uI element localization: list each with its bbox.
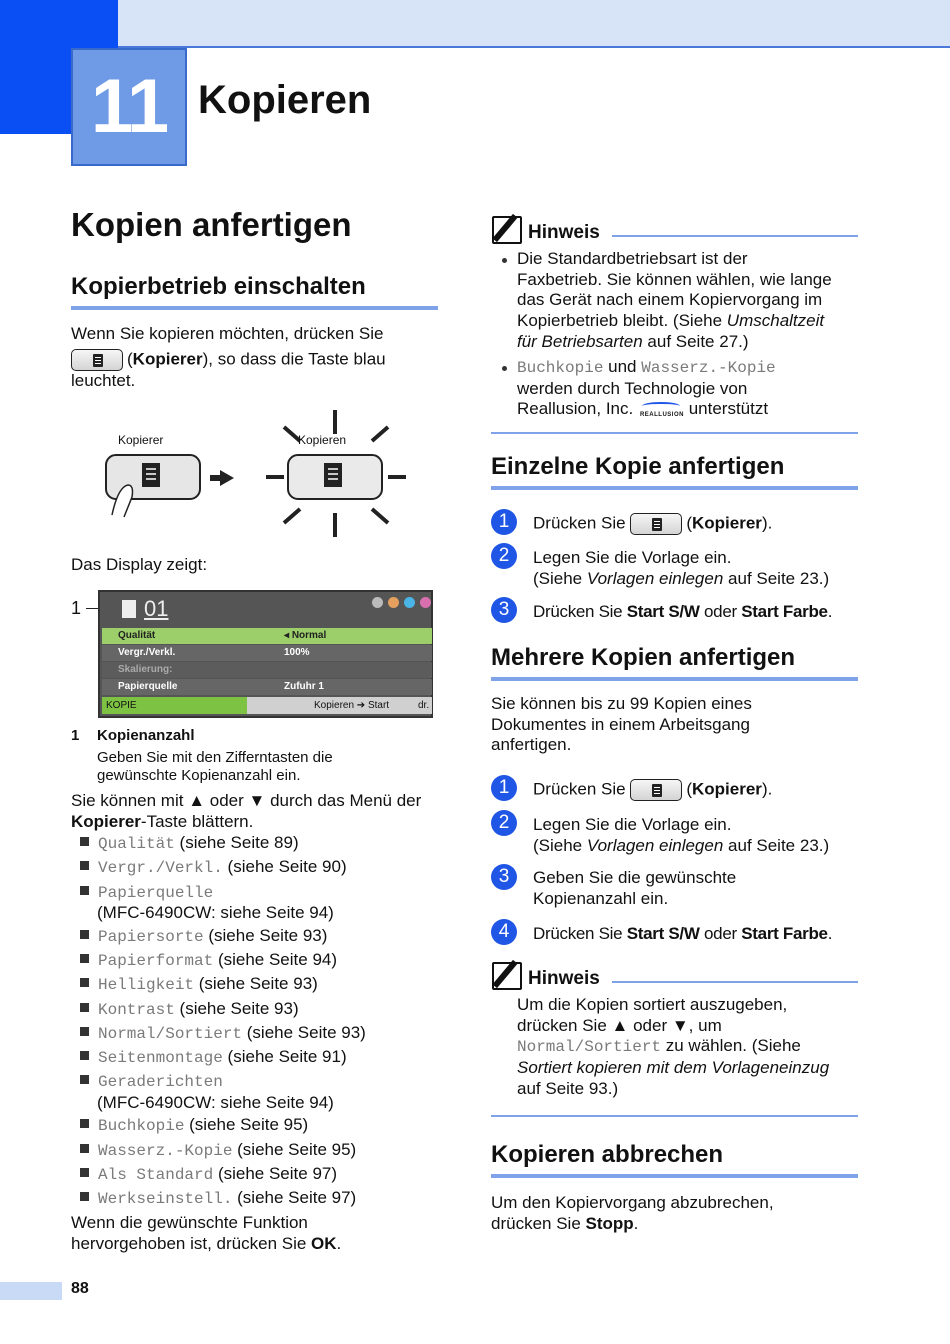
menu-option-item: Vergr./Verkl. (siehe Seite 90): [80, 857, 347, 879]
square-bullet-icon: [80, 954, 89, 963]
lcd-indicator-dot: [420, 597, 431, 608]
lcd-row: Vergr./Verkl. 100%: [102, 645, 432, 661]
lcd-row: Skalierung:: [102, 662, 432, 678]
lcd-document-icon: [122, 600, 136, 618]
legend-text-1: Geben Sie mit den Zifferntasten die: [97, 749, 333, 766]
chapter-number: 11: [71, 48, 187, 166]
menu-option-item: Wasserz.-Kopie (siehe Seite 95): [80, 1140, 356, 1162]
section-title-abbrechen: Kopieren abbrechen: [491, 1141, 724, 1168]
kopierer-button-illustration: [98, 405, 428, 545]
note1-bullet-1: Die Standardbetriebsart ist der Faxbetrieb. Sie können wählen, wie lange das Gerät nach einem Kopiervorgang im Kopierbetrieb bleibt. (Siehe Umschaltzeit für Betriebsarten auf Seite 27.): [517, 249, 832, 351]
square-bullet-icon: [80, 1168, 89, 1177]
step-text: Drücken Sie (Kopierer).: [533, 779, 772, 801]
lcd-status-bar: [102, 697, 432, 714]
header-band: [118, 0, 950, 48]
bullet-dot: [502, 366, 507, 371]
step-text: Drücken Sie (Kopierer).: [533, 513, 772, 535]
step-number: 2: [491, 810, 517, 836]
section-rule: [71, 306, 438, 310]
square-bullet-icon: [80, 1144, 89, 1153]
intro-paragraph: Wenn Sie kopieren möchten, drücken Sie (Kopierer), so dass die Taste blau leuchtet.: [71, 324, 441, 391]
square-bullet-icon: [80, 1027, 89, 1036]
square-bullet-icon: [80, 978, 89, 987]
lcd-display: [98, 590, 433, 718]
bullet-dot: [502, 258, 507, 263]
menu-option-item: Helligkeit (siehe Seite 93): [80, 974, 318, 996]
lcd-row: Papierquelle Zufuhr 1: [102, 679, 432, 695]
note-title: Hinweis: [528, 968, 600, 989]
lcd-row-selected: Qualität ◂ Normal: [102, 628, 432, 644]
kopierer-key-icon: [630, 779, 682, 801]
step-text: Legen Sie die Vorlage ein. (Siehe Vorlagen einlegen auf Seite 23.): [533, 548, 830, 588]
intro-line-3: leuchtet.: [71, 370, 136, 390]
lcd-hint: Kopieren ➔ Start: [314, 700, 390, 711]
section-title-einschalten: Kopierbetrieb einschalten: [71, 273, 366, 300]
arrow-down-icon: ▼: [248, 791, 266, 810]
step-number: 1: [491, 775, 517, 801]
menu-option-item: Buchkopie (siehe Seite 95): [80, 1115, 308, 1137]
intro-line-1: Wenn Sie kopieren möchten, drücken Sie: [71, 324, 384, 343]
illus-label-left: Kopierer: [118, 433, 164, 447]
step-number: 2: [491, 543, 517, 569]
scroll-paragraph: Sie können mit ▲ oder ▼ durch das Menü der Kopierer-Taste blättern.: [71, 791, 422, 831]
menu-option-item: Normal/Sortiert (siehe Seite 93): [80, 1023, 366, 1045]
step-text: Legen Sie die Vorlage ein. (Siehe Vorlagen einlegen auf Seite 23.): [533, 815, 830, 855]
menu-option-item: Papierquelle (MFC-6490CW: siehe Seite 94): [80, 882, 334, 924]
menu-option-item: Als Standard (siehe Seite 97): [80, 1164, 337, 1186]
note-title: Hinweis: [528, 222, 600, 243]
arrow-up-icon: ▲: [188, 791, 206, 810]
s2-intro: Sie können bis zu 99 Kopien eines Dokumentes in einem Arbeitsgang anfertigen.: [491, 694, 752, 755]
square-bullet-icon: [80, 861, 89, 870]
step-text: Drücken Sie Start S/W oder Start Farbe.: [533, 924, 833, 943]
menu-option-item: Qualität (siehe Seite 89): [80, 833, 299, 855]
page-heading: Kopien anfertigen: [71, 206, 352, 243]
step-number: 3: [491, 597, 517, 623]
legend-title: Kopienanzahl: [97, 727, 195, 744]
square-bullet-icon: [80, 1051, 89, 1060]
menu-option-item: Werkseinstell. (siehe Seite 97): [80, 1188, 356, 1210]
s3-text: Um den Kopiervorgang abzubrechen, drücken Sie Stopp.: [491, 1193, 774, 1233]
footer-band: [0, 1282, 62, 1300]
section-title-mehrere: Mehrere Kopien anfertigen: [491, 644, 796, 671]
square-bullet-icon: [80, 930, 89, 939]
page-number: 88: [71, 1280, 89, 1297]
menu-option-item: Papierformat (siehe Seite 94): [80, 950, 337, 972]
note-rule: [612, 235, 858, 237]
step-text: Geben Sie die gewünschte Kopienanzahl ein.: [533, 868, 737, 908]
callout-number: 1: [71, 598, 82, 618]
lcd-mode: KOPIE: [102, 697, 247, 714]
square-bullet-icon: [80, 1119, 89, 1128]
legend-number: 1: [71, 727, 80, 744]
note-icon: [492, 216, 522, 244]
lcd-indicator-dot: [372, 597, 383, 608]
square-bullet-icon: [80, 837, 89, 846]
arrow-up-icon: ▲: [611, 1015, 629, 1035]
illus-label-right: Kopieren: [298, 433, 347, 447]
section-title-einzelne: Einzelne Kopie anfertigen: [491, 453, 785, 480]
note-end-rule: [491, 432, 858, 434]
step-number: 1: [491, 509, 517, 535]
intro-key-name: Kopierer: [132, 349, 203, 369]
square-bullet-icon: [80, 1003, 89, 1012]
note2-text: Um die Kopien sortiert auszugeben, drücken Sie ▲ oder ▼, um Normal/Sortiert zu wählen. (Siehe Sortiert kopieren mit dem Vorlageneinzug auf Seite 93.): [517, 995, 830, 1098]
square-bullet-icon: [80, 886, 89, 895]
step-number: 3: [491, 864, 517, 890]
note-end-rule: [491, 1115, 858, 1117]
menu-option-item: Kontrast (siehe Seite 93): [80, 999, 299, 1021]
button-light-diagram: [98, 405, 428, 545]
step-number: 4: [491, 919, 517, 945]
menu-option-item: Papiersorte (siehe Seite 93): [80, 926, 327, 948]
kopierer-key-icon: [71, 349, 123, 371]
note1-bullet-2: Buchkopie und Wasserz.-Kopie werden durch Technologie von Reallusion, Inc. REALLUSION unterstützt: [517, 357, 776, 419]
step-text: Drücken Sie Start S/W oder Start Farbe.: [533, 602, 833, 621]
square-bullet-icon: [80, 1192, 89, 1201]
intro-line-2: ), so dass die Taste blau: [202, 349, 386, 369]
menu-option-item: Seitenmontage (siehe Seite 91): [80, 1047, 347, 1069]
section-rule: [491, 486, 858, 490]
lcd-indicator-dot: [388, 597, 399, 608]
note-icon: [492, 962, 522, 990]
chapter-title: Kopieren: [198, 78, 372, 122]
display-intro: Das Display zeigt:: [71, 555, 208, 574]
lcd-hint-end: dr.: [418, 700, 430, 711]
reallusion-logo: REALLUSION: [638, 400, 684, 420]
section-rule: [491, 677, 858, 681]
outro-paragraph: Wenn die gewünschte Funktion hervorgehoben ist, drücken Sie OK.: [71, 1213, 342, 1253]
menu-option-item: Geraderichten (MFC-6490CW: siehe Seite 94): [80, 1071, 334, 1113]
arrow-down-icon: ▼: [671, 1015, 689, 1035]
kopierer-key-icon: [630, 513, 682, 535]
section-rule: [491, 1174, 858, 1178]
square-bullet-icon: [80, 1075, 89, 1084]
lcd-counter: 01: [144, 596, 169, 621]
legend-text-2: gewünschte Kopienanzahl ein.: [97, 767, 301, 784]
note-rule: [612, 981, 858, 983]
lcd-indicator-dot: [404, 597, 415, 608]
